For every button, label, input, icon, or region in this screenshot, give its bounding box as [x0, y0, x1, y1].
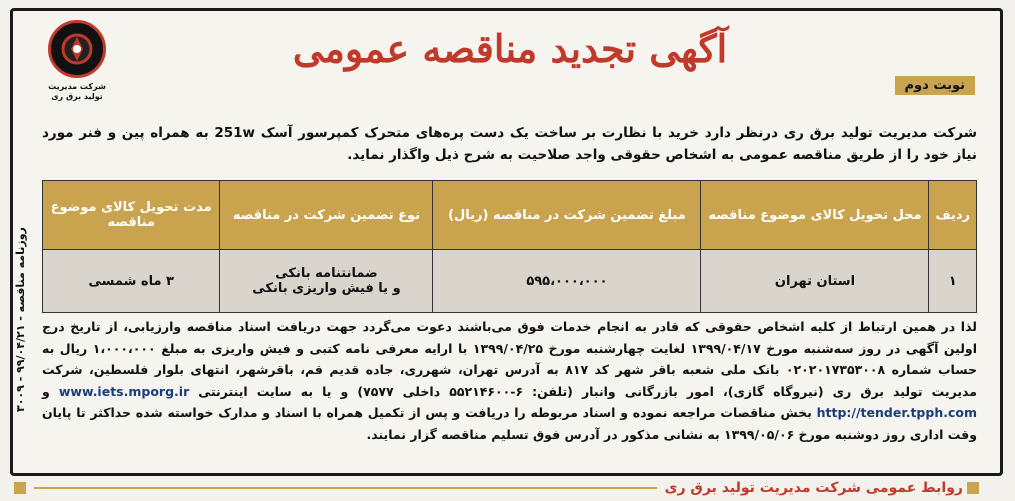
- header-row-number: ردیف: [929, 181, 977, 250]
- header-delivery-duration: مدت تحویل کالای موضوع مناقصه: [43, 181, 220, 250]
- newspaper-side-date: روزنامه مناقصه - ۹۹/۰۴/۲۱ - ۳۰۰۹: [14, 227, 27, 413]
- body-and: و: [42, 383, 59, 399]
- tender-table: [42, 180, 977, 313]
- body-text-part2: بخش مناقصات مراجعه نموده و اسناد مربوطه را دریافت و پس از تکمیل همراه با اسناد و مدارک خواسته شده حداکثر تا پایان وقت اداری روز دوشنبه مورخ ۱۳۹۹/۰۵/۰۶ به نشانی مذکور در آدرس فوق تسلیم مناقصه گزار نمایند.: [42, 405, 977, 442]
- round-badge: نوبت دوم: [895, 76, 975, 95]
- website-link-tender[interactable]: http://tender.tpph.com: [816, 405, 977, 420]
- footer-text: روابط عمومی شرکت مدیریت تولید برق ری: [664, 480, 963, 496]
- logo-emblem-icon: [48, 20, 106, 78]
- header-delivery-place: محل تحویل کالای موضوع مناقصه: [701, 181, 929, 250]
- header-guarantee-type: نوع تضمین شرکت در مناقصه: [220, 181, 433, 250]
- body-paragraph: [42, 316, 977, 445]
- cell-guarantee-type: ضمانتنامه بانکی و یا فیش واریزی بانکی: [220, 250, 433, 313]
- footer-square-icon-left: [14, 482, 26, 494]
- notice-title: آگهی تجدید مناقصه عمومی: [292, 26, 728, 71]
- website-link-iets[interactable]: www.iets.mporg.ir: [58, 383, 190, 399]
- table-row: [43, 250, 977, 313]
- logo-caption: شرکت مدیریت تولید برق ری: [48, 82, 106, 101]
- cell-delivery-place: استان تهران: [701, 250, 929, 313]
- cell-row-number: ۱: [929, 250, 977, 313]
- footer-divider: [34, 487, 657, 489]
- footer-bar: [10, 478, 1003, 498]
- table-header-row: [43, 181, 977, 250]
- intro-text: درنظر دارد خرید با نظارت بر ساخت یک دست پره‌های متحرک کمپرسور آسک 251w به همراه پین و فنر مورد نیاز خود را از طریق مناقصه عمومی به اشخاص حقوقی واجد صلاحیت به شرح ذیل واگذار نماید.: [42, 125, 977, 163]
- intro-company: شرکت مدیریت تولید برق ری: [783, 125, 977, 141]
- footer-label: [665, 480, 993, 496]
- intro-paragraph: [42, 122, 977, 166]
- cell-delivery-duration: ۳ ماه شمسی: [43, 250, 220, 313]
- header-guarantee-amount: مبلغ تضمین شرکت در مناقصه (ریال): [433, 181, 701, 250]
- company-logo: [42, 20, 112, 115]
- cell-guarantee-amount: ۵۹۵،۰۰۰،۰۰۰: [433, 250, 701, 313]
- footer-square-icon: [967, 482, 979, 494]
- body-text-part1: لذا در همین ارتباط از کلیه اشخاص حقوقی که قادر به انجام خدمات فوق می‌باشند دعوت می‌گردد جهت دریافت اسناد مناقصه وارزیابی، از تاریخ درج اولین آگهی در روز سه‌شنبه مورخ ۱۳۹۹/۰۴/۱۷ لغایت چهارشنبه مورخ ۱۳۹۹/۰۴/۲۵ با ارایه معرفی نامه کتبی و فیش واریزی به مبلغ ۱،۰۰۰،۰۰۰ ریال به حساب شماره ۰۲۰۲۰۱۷۳۵۳۰۰۸ بانک ملی شعبه باقر شهر کد ۸۱۷ به آدرس تهران، شهرری، جاده قدیم قم، باقرشهر، انتهای بلوار فلسطین، شرکت مدیریت تولید برق ری (نیروگاه گازی)، امور بازرگانی وانبار (تلفن: ۶-۵۵۲۱۴۶۰۰ داخلی ۷۵۷۷) و یا به سایت اینترنتی: [42, 319, 977, 399]
